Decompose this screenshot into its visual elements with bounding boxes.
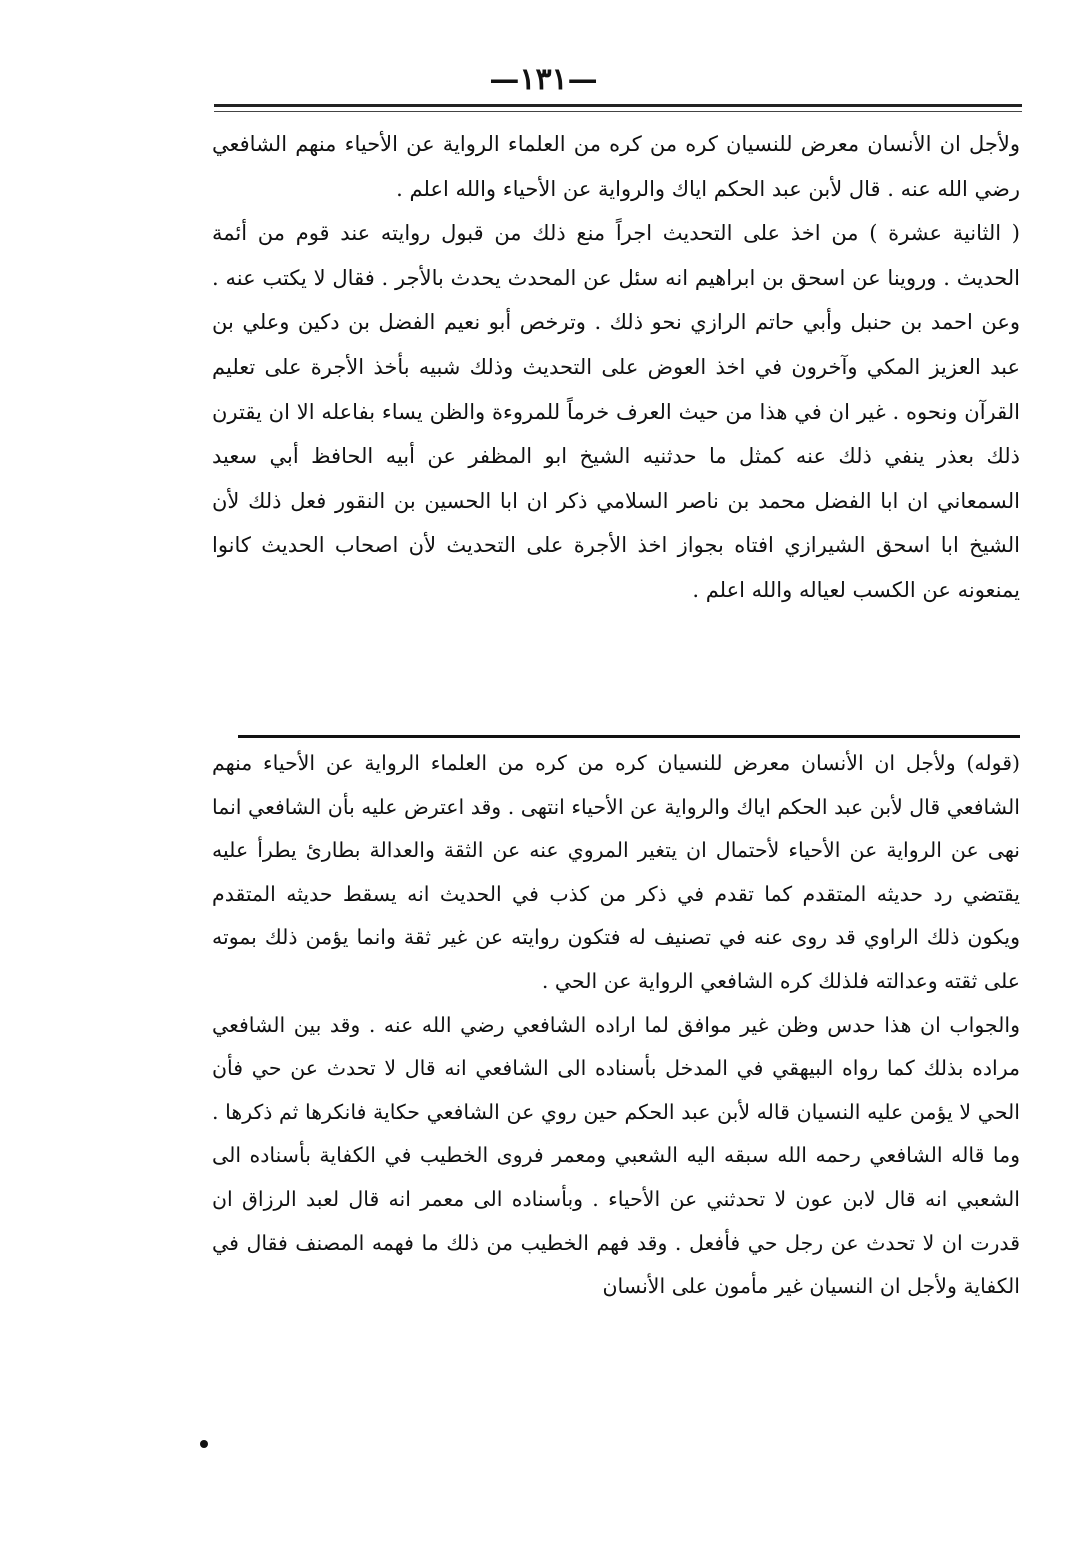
page-number: —١٣١—	[489, 62, 598, 97]
commentary-text	[212, 742, 1020, 1309]
header-rule-thick	[214, 104, 1022, 107]
main-paragraph-1: ولأجل ان الأنسان معرض للنسيان كره من كره من العلماء الرواية عن الأحياء منهم الشافعي رضي الله عنه . قال لأبن عبد الحكم اياك والرواية عن الأحياء والله اعلم .	[212, 132, 1020, 201]
commentary-paragraph-2: والجواب ان هذا حدس وظن غير موافق لما اراده الشافعي رضي الله عنه . وقد بين الشافعي مراده بذلك كما رواه البيهقي في المدخل بأسناده الى الشافعي انه قال لا تحدث عن حي فأن الحي لا يؤمن عليه النسيان قاله لأبن عبد الحكم حين روي عن الشافعي حكاية فانكرها ثم ذكرها . وما قاله الشافعي رحمه الله سبقه اليه الشعبي ومعمر فروى الخطيب في الكفاية بأسناده الى الشعبي انه قال لابن عون لا تحدثني عن الأحياء . وبأسناده الى معمر انه قال لعبد الرزاق ان قدرت ان لا تحدث عن رجل حي فأفعل . وقد فهم الخطيب من ذلك ما فهمه المصنف فقال في الكفاية ولأجل ان النسيان غير مأمون على الأنسان	[212, 1012, 1020, 1299]
header-rule-thin	[214, 111, 1022, 112]
commentary-paragraph-1: (قوله) ولأجل ان الأنسان معرض للنسيان كره من كره من العلماء الرواية عن الأحياء منهم الشافعي قال لأبن عبد الحكم اياك والرواية عن الأحياء انتهى . وقد اعترض عليه بأن الشافعي انما نهى عن الرواية عن الأحياء لأحتمال ان يتغير المروي عنه عن الثقة والعدالة بطارئ يطرأ عليه يقتضي رد حديثه المتقدم كما تقدم في ذكر من كذب في الحديث انه يسقط حديثه المتقدم ويكون ذلك الراوي قد روى عنه في تصنيف له فتكون روايته عن غير ثقة وانما يؤمن ذلك بموته على ثقته وعدالته فلذلك كره الشافعي الرواية عن الحي .	[212, 751, 1020, 993]
footnote-separator	[238, 735, 1020, 738]
continuation-dot	[200, 1440, 208, 1448]
main-text	[212, 122, 1020, 613]
main-paragraph-2: ( الثانية عشرة ) من اخذ على التحديث اجراً منع ذلك من قبول روايته عند قوم من أئمة الحديث . وروينا عن اسحق بن ابراهيم انه سئل عن المحدث يحدث بالأجر . فقال لا يكتب عنه . وعن احمد بن حنبل وأبي حاتم الرازي نحو ذلك . وترخص أبو نعيم الفضل بن دكين وعلي بن عبد العزيز المكي وآخرون في اخذ العوض على التحديث وذلك شبيه بأخذ الأجرة على تعليم القرآن ونحوه . غير ان في هذا من حيث العرف خرماً للمروءة والظن يساء بفاعله الا ان يقترن ذلك بعذر ينفي ذلك عنه كمثل ما حدثنيه الشيخ ابو المظفر عن أبيه الحافظ أبي سعيد السمعاني ان ابا الفضل محمد بن ناصر السلامي ذكر ان ابا الحسين بن النقور فعل ذلك لأن الشيخ ابا اسحق الشيرازي افتاه بجواز اخذ الأجرة على التحديث لأن اصحاب الحديث كانوا يمنعونه عن الكسب لعياله والله اعلم .	[212, 221, 1020, 602]
